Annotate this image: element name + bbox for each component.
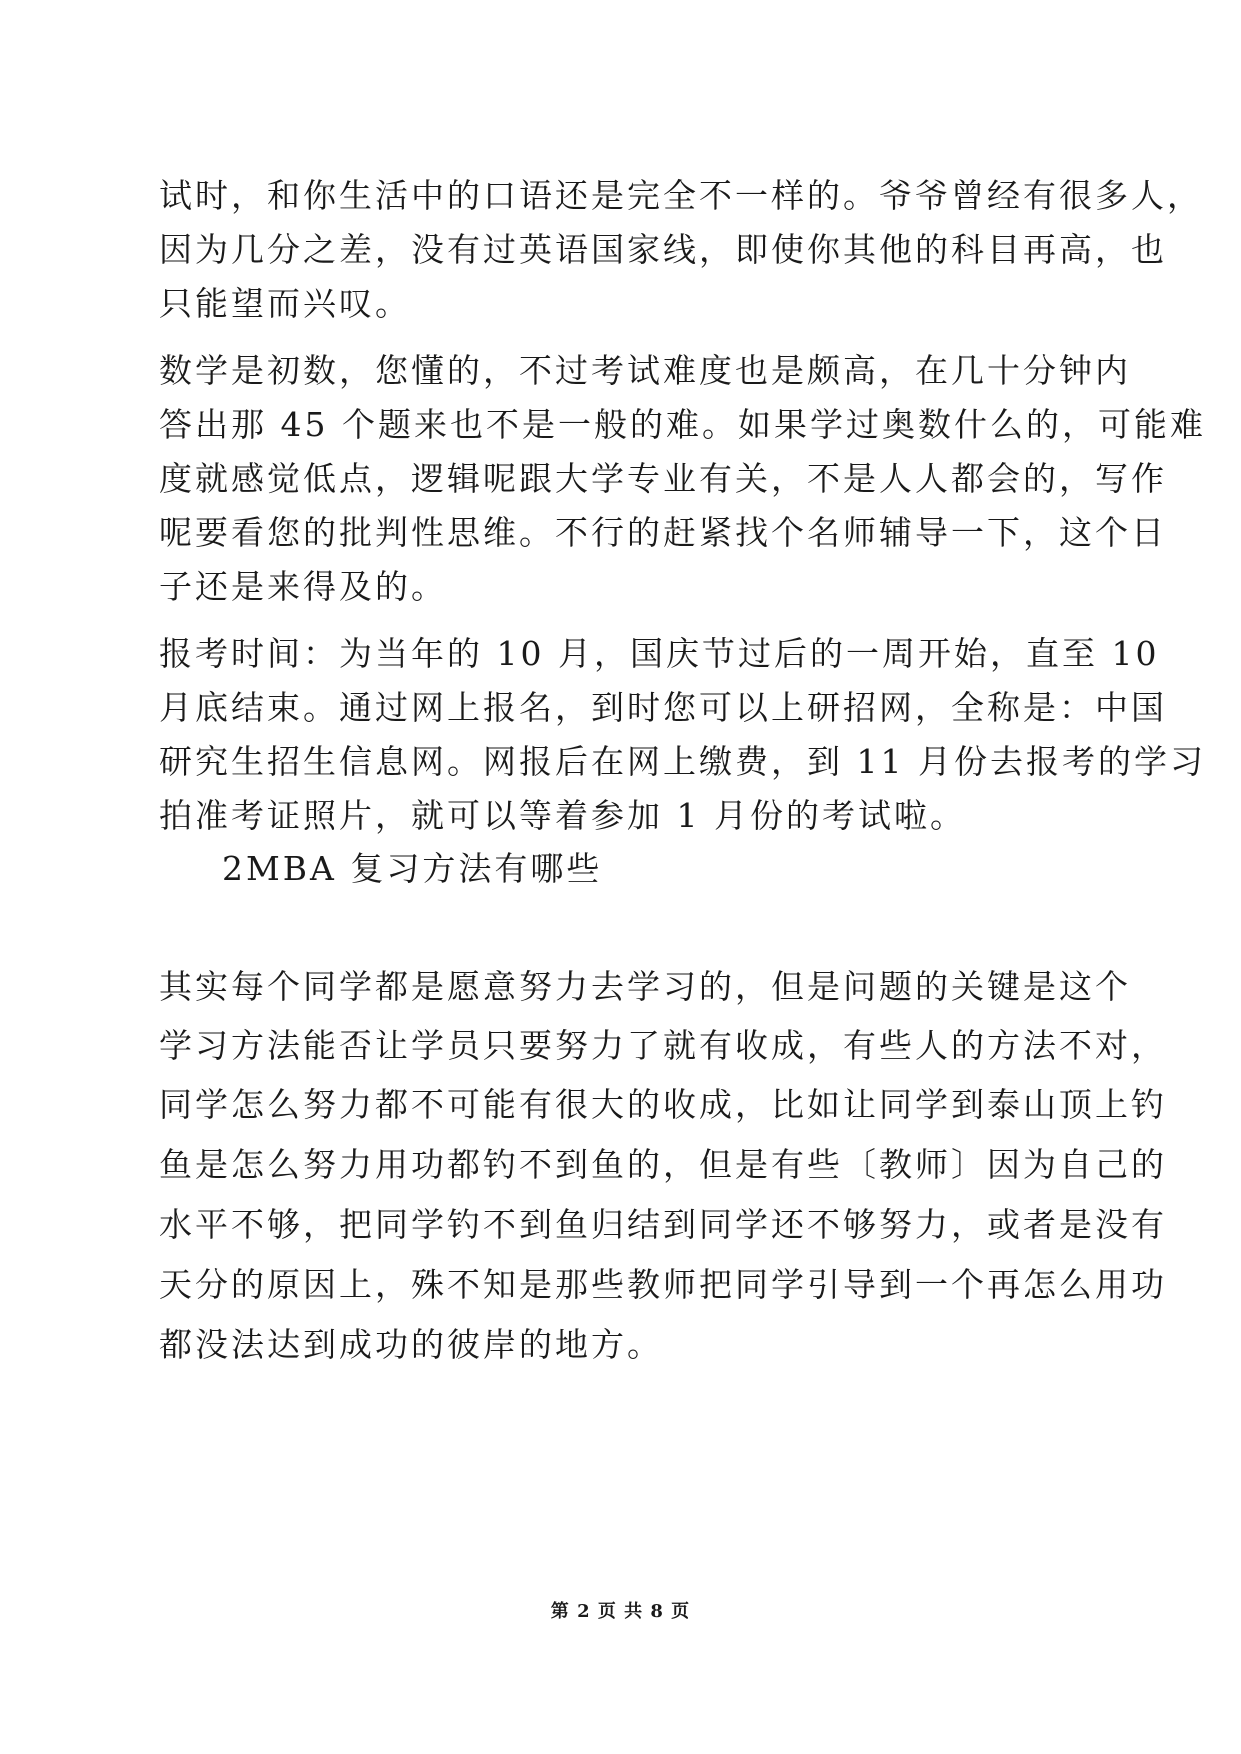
paragraph-2-line-1: 数学是初数，您懂的，不过考试难度也是颇高，在几十分钟内 — [159, 351, 1131, 390]
paragraph-4-line-4: 鱼是怎么努力用功都钓不到鱼的，但是有些〔教师〕因为自己的 — [159, 1145, 1167, 1184]
paragraph-3-line-4: 拍准考证照片，就可以等着参加 1 月份的考试啦。 — [159, 796, 966, 835]
paragraph-4-line-3: 同学怎么努力都不可能有很大的收成，比如让同学到泰山顶上钓 — [159, 1085, 1167, 1124]
paragraph-2-line-5: 子还是来得及的。 — [159, 567, 447, 606]
paragraph-3-line-1: 报考时间：为当年的 10 月，国庆节过后的一周开始，直至 10 — [159, 634, 1160, 673]
paragraph-1-line-3: 只能望而兴叹。 — [159, 284, 411, 323]
paragraph-2-line-4: 呢要看您的批判性思维。不行的赶紧找个名师辅导一下，这个日 — [159, 513, 1167, 552]
paragraph-4-line-1: 其实每个同学都是愿意努力去学习的，但是问题的关键是这个 — [159, 967, 1131, 1006]
section-heading: 2MBA 复习方法有哪些 — [222, 849, 603, 888]
paragraph-3-line-3: 研究生招生信息网。网报后在网上缴费，到 11 月份去报考的学习 — [159, 742, 1206, 781]
paragraph-4-line-2: 学习方法能否让学员只要努力了就有收成，有些人的方法不对， — [159, 1026, 1167, 1065]
paragraph-1-line-2: 因为几分之差，没有过英语国家线，即使你其他的科目再高，也 — [159, 230, 1167, 269]
paragraph-4-line-7: 都没法达到成功的彼岸的地方。 — [159, 1325, 663, 1364]
paragraph-1-line-1: 试时，和你生活中的口语还是完全不一样的。爷爷曾经有很多人， — [159, 176, 1203, 215]
paragraph-3-line-2: 月底结束。通过网上报名，到时您可以上研招网，全称是：中国 — [159, 688, 1167, 727]
paragraph-4-line-6: 天分的原因上，殊不知是那些教师把同学引导到一个再怎么用功 — [159, 1265, 1167, 1304]
paragraph-2-line-3: 度就感觉低点，逻辑呢跟大学专业有关，不是人人都会的，写作 — [159, 459, 1167, 498]
paragraph-4-line-5: 水平不够，把同学钓不到鱼归结到同学还不够努力，或者是没有 — [159, 1205, 1167, 1244]
paragraph-2-line-2: 答出那 45 个题来也不是一般的难。如果学过奥数什么的，可能难 — [159, 405, 1206, 444]
page-number-footer: 第 2 页 共 8 页 — [550, 1601, 691, 1622]
